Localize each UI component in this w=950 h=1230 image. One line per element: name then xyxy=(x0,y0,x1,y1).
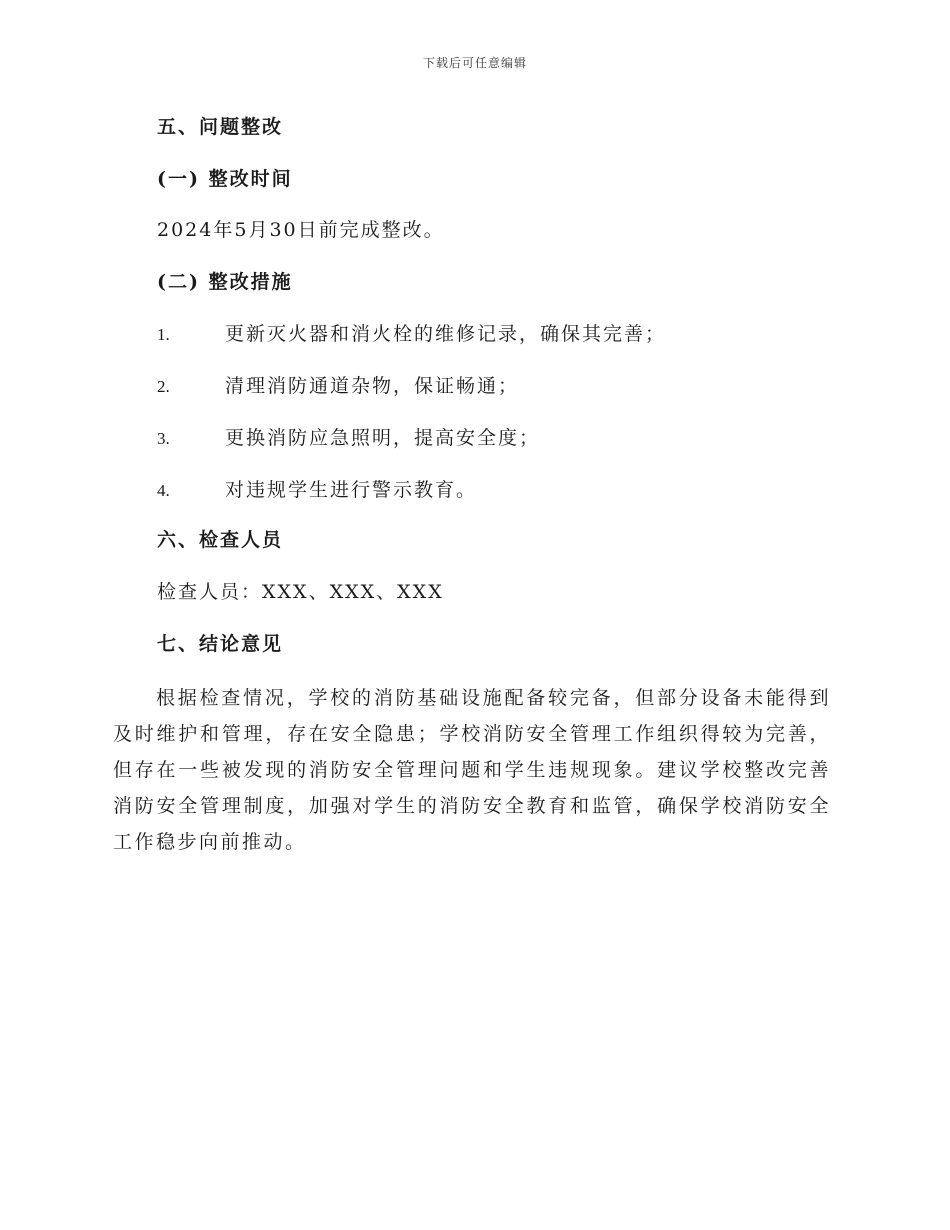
section-5-subtitle-2: (二) 整改措施 xyxy=(157,271,293,293)
section-6-title: 六、检查人员 xyxy=(157,529,284,551)
rectification-deadline-text: 2024年5月30日前完成整改。 xyxy=(157,219,445,241)
section-5-subtitle-1: (一) 整改时间 xyxy=(157,168,293,190)
list-item-text: 更换消防应急照明，提高安全度； xyxy=(225,427,541,449)
list-item-number: 2. xyxy=(157,377,170,396)
section-5-title: 五、问题整改 xyxy=(157,116,284,138)
list-item-number: 4. xyxy=(157,481,170,500)
section-7-title: 七、结论意见 xyxy=(157,633,284,655)
list-item-text: 清理消防通道杂物，保证畅通； xyxy=(225,375,520,397)
conclusion-paragraph: 根据检查情况，学校的消防基础设施配备较完备，但部分设备未能得到及时维护和管理，存在安全隐患；学校消防安全管理工作组织得较为完善，但存在一些被发现的消防安全管理问题和学生违规现象。建议学校整改完善消防安全管理制度，加强对学生的消防安全教育和监管，确保学校消防安全工作稳步向前推动。 xyxy=(113,687,831,853)
list-item-text: 对违规学生进行警示教育。 xyxy=(225,479,478,501)
list-item-number: 1. xyxy=(157,325,170,344)
list-item-number: 3. xyxy=(157,429,170,448)
list-item-text: 更新灭火器和消火栓的维修记录，确保其完善； xyxy=(225,323,667,345)
inspectors-text: 检查人员：XXX、XXX、XXX xyxy=(157,581,444,603)
header-note: 下载后可任意编辑 xyxy=(422,56,527,70)
